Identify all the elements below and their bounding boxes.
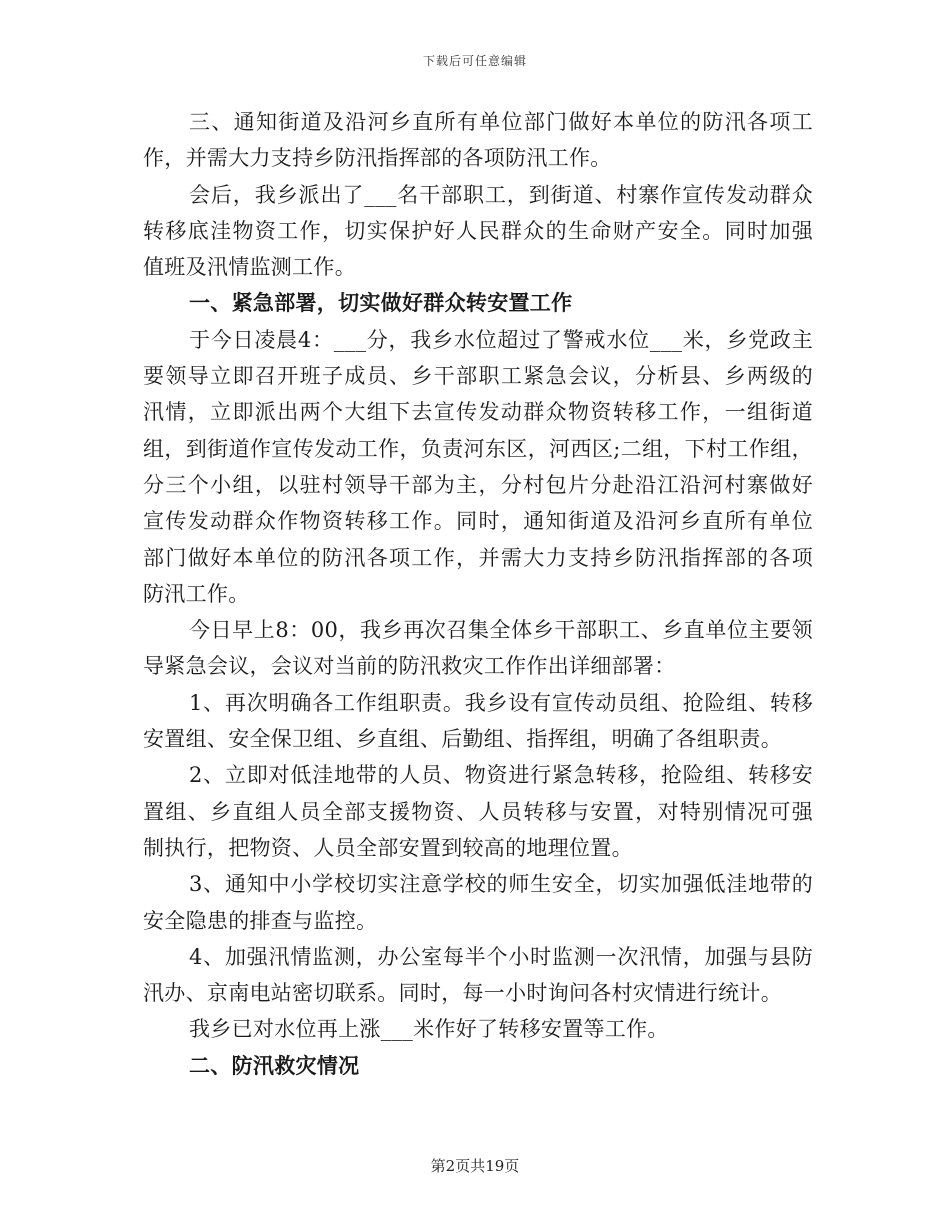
paragraph-line: 1、再次明确各工作组职责。我乡设有宣传动员组、抢险组、转移 (189, 690, 813, 715)
paragraph-line: 作，并需大力支持乡防汛指挥部的各项防汛工作。 (143, 146, 612, 171)
paragraph-line: 安置组、安全保卫组、乡直组、后勤组、指挥组，明确了各组职责。 (143, 727, 782, 752)
paragraph-line: 三、通知街道及沿河乡直所有单位部门做好本单位的防汛各项工 (189, 110, 813, 134)
paragraph-line: 制执行，把物资、人员全部安置到较高的地理位置。 (143, 835, 633, 860)
page-number-footer: 第2页共19页 (430, 1157, 520, 1175)
paragraph-line: 防汛工作。 (143, 581, 250, 606)
page-header: 下载后可任意编辑 (422, 54, 527, 68)
paragraph-line: 值班及汛情监测工作。 (143, 255, 356, 280)
paragraph-line: 于今日凌晨4：___分，我乡水位超过了警戒水位___米，乡党政主 (189, 327, 813, 352)
paragraph-line: 宣传发动群众作物资转移工作。同时，通知街道及沿河乡直所有单位 (143, 509, 813, 534)
paragraph-line: 会后，我乡派出了___名干部职工，到街道、村寨作宣传发动群众 (189, 182, 813, 207)
paragraph-line: 3、通知中小学校切实注意学校的师生安全，切实加强低洼地带的 (189, 872, 813, 897)
paragraph-line: 我乡已对水位再上涨___米作好了转移安置等工作。 (189, 1017, 669, 1042)
paragraph-line: 4、加强汛情监测，办公室每半个小时监测一次汛情，加强与县防 (189, 944, 813, 969)
section-heading: 一、紧急部署，切实做好群众转安置工作 (189, 290, 573, 316)
document-body (143, 104, 813, 1084)
paragraph-line: 2、立即对低洼地带的人员、物资进行紧急转移，抢险组、转移安 (189, 763, 813, 788)
paragraph-line: 今日早上8：00，我乡再次召集全体乡干部职工、乡直单位主要领 (189, 618, 813, 643)
paragraph-line: 要领导立即召开班子成员、乡干部职工紧急会议，分析县、乡两级的 (143, 364, 813, 389)
paragraph-line: 汛情，立即派出两个大组下去宣传发动群众物资转移工作，一组街道 (143, 400, 813, 425)
paragraph-line: 部门做好本单位的防汛各项工作，并需大力支持乡防汛指挥部的各项 (143, 545, 813, 570)
section-heading: 二、防汛救灾情况 (189, 1052, 360, 1078)
paragraph-line: 导紧急会议，会议对当前的防汛救灾工作作出详细部署： (143, 654, 676, 679)
paragraph-line: 置组、乡直组人员全部支援物资、人员转移与安置，对特别情况可强 (143, 799, 813, 824)
paragraph-line: 转移底洼物资工作，切实保护好人民群众的生命财产安全。同时加强 (143, 218, 813, 243)
paragraph-line: 组，到街道作宣传发动工作，负责河东区，河西区;二组，下村工作组， (143, 436, 813, 461)
paragraph-line: 汛办、京南电站密切联系。同时，每一小时询问各村灾情进行统计。 (143, 981, 782, 1006)
paragraph-line: 分三个小组，以驻村领导干部为主，分村包片分赴沿江沿河村寨做好 (143, 472, 813, 497)
paragraph-line: 安全隐患的排查与监控。 (143, 908, 378, 933)
